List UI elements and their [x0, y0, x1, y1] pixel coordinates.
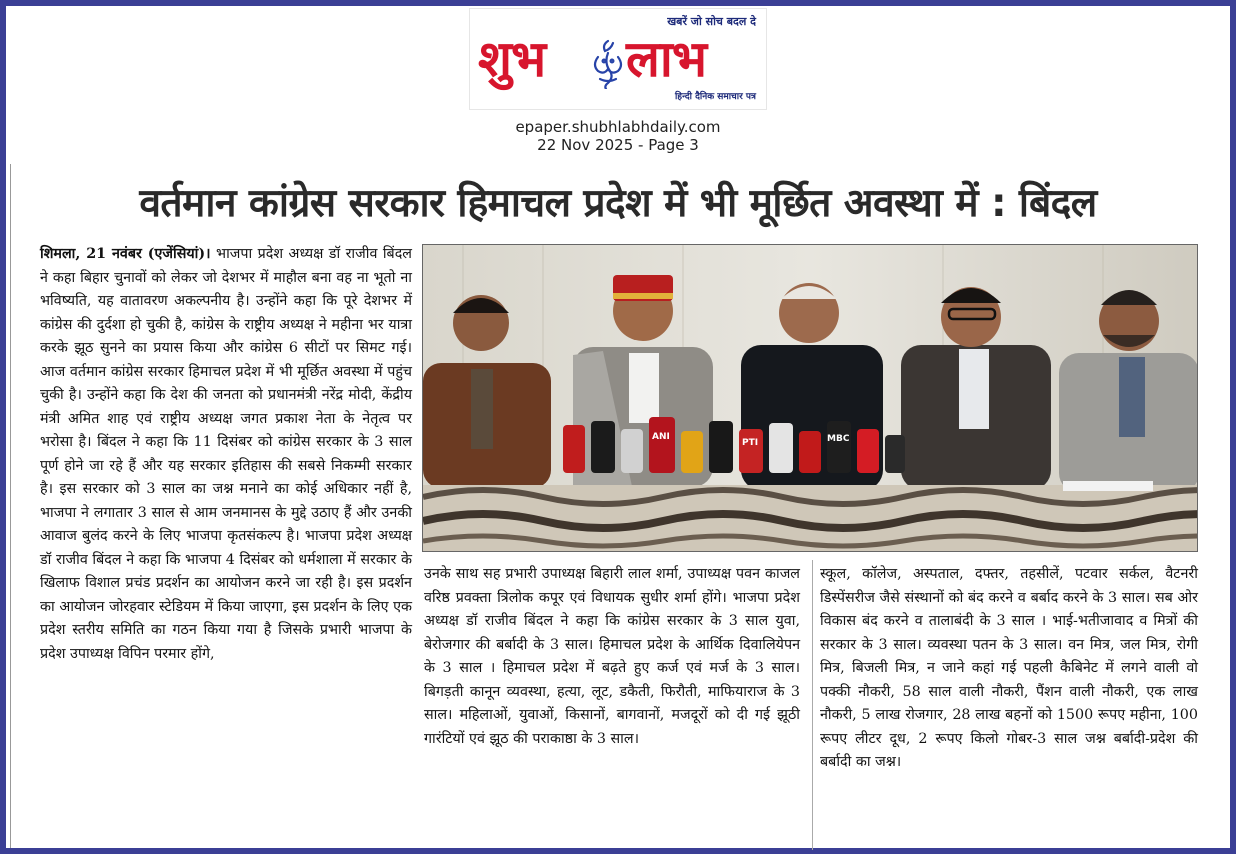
article-headline: वर्तमान कांग्रेस सरकार हिमाचल प्रदेश में भी मूर्छित अवस्था में : बिंदल [139, 181, 1097, 226]
article-column-2: उनके साथ सह प्रभारी उपाध्यक्ष बिहारी लाल शर्मा, उपाध्यक्ष पवन काजल वरिष्ठ प्रवक्ता त्रिलोक कपूर एवं विधायक सुधीर शर्मा होंगे। भाजपा प्रदेश अध्यक्ष डॉ राजीव बिंदल ने कहा कि कांग्रेस सरकार के 3 साल युवा, बेरोजगार की बर्बादी के 3 साल। हिमाचल प्रदेश के आर्थिक दिवालियेपन के 3 साल । हिमाचल प्रदेश में बढ़ते हुए कर्ज एवं मर्ज के 3 साल। बिगड़ती कानून व्यवस्था, हत्या, लूट, डकैती, फिरौती, माफियाराज के 3 साल। महिलाओं, युवाओं, किसानों, बागवानों, मजदूरों को दी गई झूठी गारंटियों एवं झूठ की पराकाष्ठा के 3 साल। [424, 566, 800, 747]
epaper-site-link[interactable]: epaper.shubhlabhdaily.com [515, 118, 721, 136]
press-conference-photo [422, 244, 1198, 552]
edition-meta [469, 118, 767, 154]
logo-word-left: शुभ [478, 30, 546, 88]
masthead-tagline: खबरें जो सोच बदल दे [667, 15, 756, 28]
column-rule-left [10, 164, 11, 848]
masthead-subtag: हिन्दी दैनिक समाचार पत्र [674, 92, 756, 102]
column-1-text: भाजपा प्रदेश अध्यक्ष डॉ राजीव बिंदल ने कहा बिहार चुनावों को लेकर जो देशभर में माहौल बना वह ना भूतो ना भविष्यति, यह वातावरण अकल्पनीय है। उन्होंने कहा कि पूरे देशभर में कांग्रेस की दुर्दशा हो चुकी है, कांग्रेस के राष्ट्रीय अध्यक्ष ने महीना भर यात्रा करके झूठ सुनने का प्रयास किया और कांग्रेस 6 सीटों पर सिमट गई। आज वर्तमान कांग्रेस सरकार हिमाचल प्रदेश में भी मूर्छित अवस्था में पहुंच चुकी है। उन्होंने कहा कि देश की जनता को प्रधानमंत्री नरेंद्र मोदी, केंद्रीय मंत्री अमित शाह एवं राष्ट्रीय अध्यक्ष जगत प्रकाश नेता के नेतृत्व पर भरोसा है। बिंदल ने कहा कि 11 दिसंबर को कांग्रेस सरकार के 3 साल पूर्ण होने जा रहे हैं और यह सरकार इतिहास की सबसे निकम्मी सरकार है। इस सरकार को 3 साल का जश्न मनाने का कोई अधिकार नहीं है, भाजपा ने लगातार 3 साल से आम जनमानस के मुद्दे उठाए हैं और उनकी आवाज बुलंद करने के लिए भाजपा कृतसंकल्प है। भाजपा प्रदेश अध्यक्ष डॉ राजीव बिंदल ने कहा कि भाजपा 4 दिसंबर को धर्मशाला में सरकार के खिलाफ विशाल प्रचंड प्रदर्शन का आयोजन करने जा रही है। इस प्रदर्शन का आयोजन जोरहवार स्टेडियम में किया जाएगा, इस प्रदर्शन के लिए एक प्रदेश स्तरीय समिति का गठन किया गया है जिसके प्रभारी भाजपा के प्रदेश उपाध्यक्ष विपिन परमार होंगे, [40, 246, 412, 662]
article-column-3: स्कूल, कॉलेज, अस्पताल, दफ्तर, तहसीलें, पटवार सर्कल, वैटनरी डिस्पेंसरीज जैसे संस्थानों को बंद करने व बर्बाद करने के 3 साल। सब ओर विकास बंद करने व तालाबंदी के 3 साल । भाई-भतीजावाद व मित्रों की सरकार के 3 साल। व्यवस्था पतन के 3 साल। वन मित्र, जल मित्र, रोगी मित्र, बिजली मित्र, न जाने कहां गई पहली कैबिनेट में लगने वाली वो पक्की नौकरी, 58 साल वाली नौकरी, पैंशन वाली नौकरी, एक लाख नौकरी, 5 लाख रोजगार, 28 लाख बहनों को 1500 रूपए महीना, 100 रूपए लीटर दूध, 2 रूपए किलो गोबर-3 साल जश्न बर्बादी-प्रदेश की बर्बादी का जश्न। [820, 566, 1198, 770]
mic-label-3: MBC [827, 434, 850, 444]
logo-word-right: लाभ [626, 30, 706, 88]
mic-label-1: ANI [652, 432, 670, 442]
article-dateline: शिमला, 21 नवंबर (एजेंसियां)। [40, 246, 211, 262]
ganesh-logo-icon [588, 35, 628, 89]
edition-date-page: 22 Nov 2025 - Page 3 [537, 136, 699, 154]
press-conference-illustration [423, 245, 1198, 552]
article-column-1 [40, 243, 412, 666]
column-rule-right [812, 560, 813, 850]
mic-label-2: PTI [742, 438, 759, 448]
table-cloth [423, 481, 1198, 552]
masthead[interactable] [469, 8, 767, 110]
